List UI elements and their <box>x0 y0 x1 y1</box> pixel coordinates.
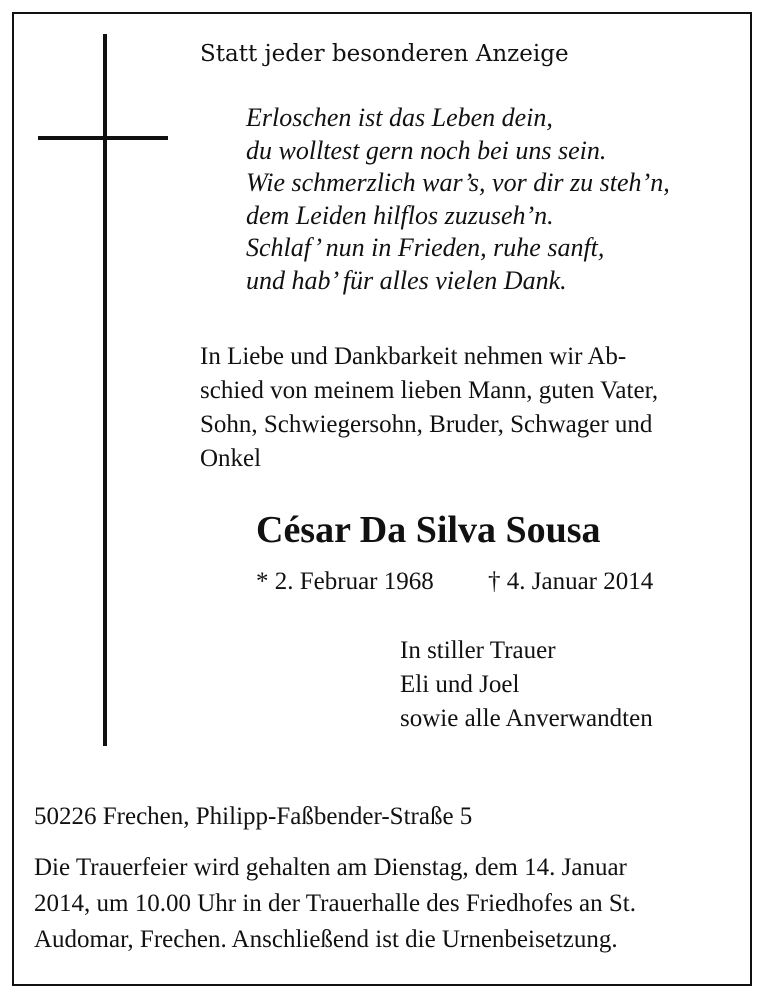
cross-icon-bar <box>38 136 168 140</box>
mourners <box>400 634 653 736</box>
farewell-text <box>200 340 658 476</box>
mourners-line: In stiller Trauer <box>400 637 556 664</box>
farewell-line: schied von meinem lieben Mann, guten Vater, <box>200 377 659 404</box>
poem-line: dem Leiden hilflos zuzuseh’n. <box>246 200 554 230</box>
poem-line: du wolltest gern noch bei uns sein. <box>246 135 607 165</box>
farewell-line: Onkel <box>200 445 262 472</box>
funeral-line: 2014, um 10.00 Uhr in der Trauerhalle des Friedhofes an St. <box>34 890 637 917</box>
funeral-line: Audomar, Frechen. Anschließend ist die Urnenbeisetzung. <box>34 926 618 953</box>
poem-line: und hab’ für alles vielen Dank. <box>246 265 567 295</box>
life-dates <box>256 566 653 598</box>
address: 50226 Frechen, Philipp-Faßbender-Straße 5 <box>34 803 473 830</box>
death-date: † 4. Januar 2014 <box>488 568 654 595</box>
birth-date: * 2. Februar 1968 <box>256 568 434 595</box>
cross-icon <box>103 34 107 746</box>
poem-line: Wie schmerzlich war’s, vor dir zu steh’n, <box>246 168 670 198</box>
funeral-line: Die Trauerfeier wird gehalten am Dienstag, dem 14. Januar <box>34 854 627 881</box>
poem-line: Schlaf’ nun in Frieden, ruhe sanft, <box>246 233 605 263</box>
mourners-line: Eli und Joel <box>400 671 520 698</box>
funeral-notice <box>34 850 636 958</box>
poem <box>246 102 670 298</box>
farewell-line: Sohn, Schwiegersohn, Bruder, Schwager und <box>200 411 653 438</box>
poem-line: Erloschen ist das Leben dein, <box>246 103 553 132</box>
farewell-line: In Liebe und Dankbarkeit nehmen wir Ab- <box>200 343 627 370</box>
notice-header: Statt jeder besonderen Anzeige <box>200 41 569 67</box>
mourners-line: sowie alle Anverwandten <box>400 705 653 732</box>
deceased-name: César Da Silva Sousa <box>256 509 601 551</box>
